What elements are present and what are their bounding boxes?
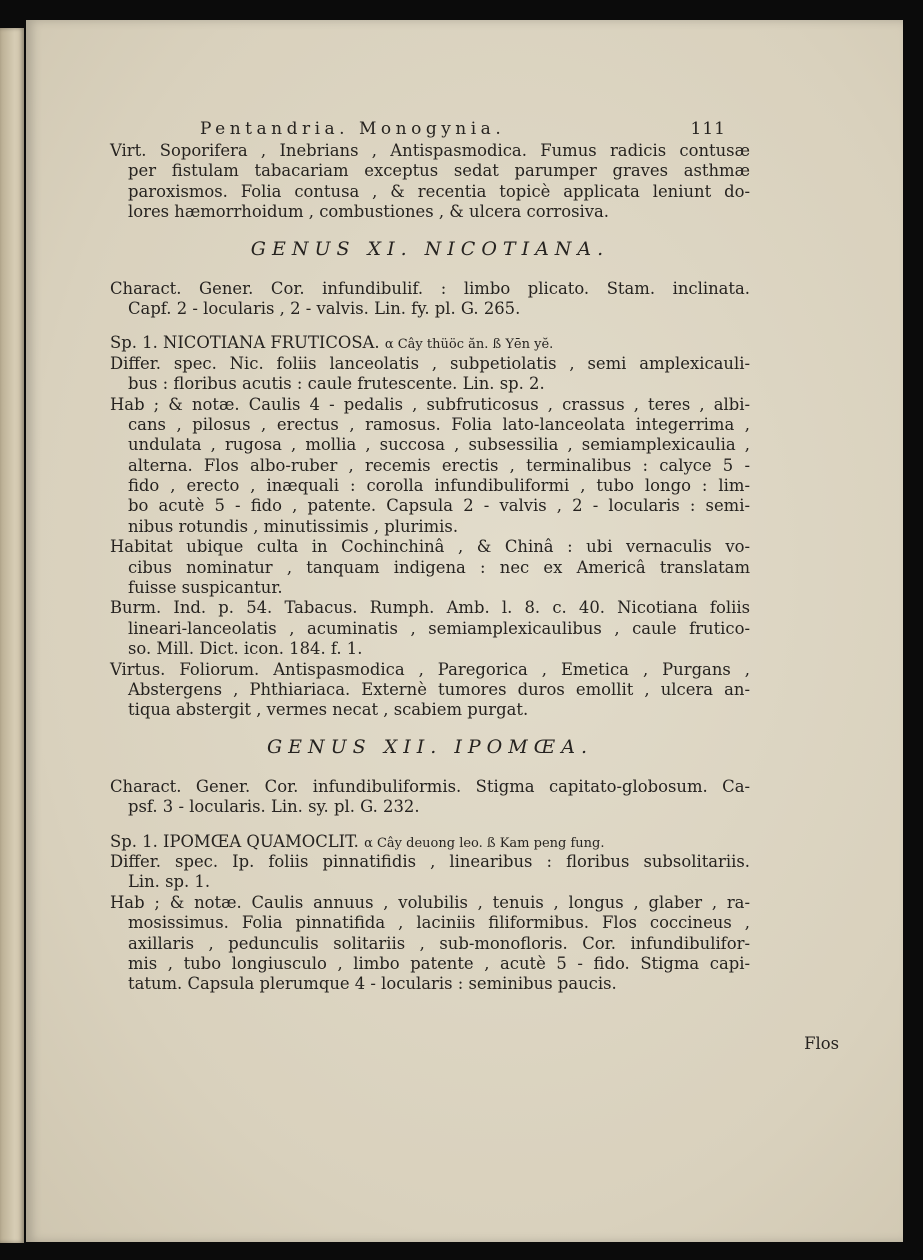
text-line: mis , tubo longiusculo , limbo patente , acutè 5 - fido. Stigma capi- [128, 953, 750, 973]
text-line: undulata , rugosa , mollia , succosa , subsessilia , semiamplexicaulia , [128, 435, 750, 455]
text-line: Lin. sp. 1. [128, 872, 211, 892]
text-line: Charact. Gener. Cor. infundibulif. : limbo plicato. Stam. inclinata. [110, 278, 750, 298]
text-line: mosissimus. Folia pinnatifida , laciniis filiformibus. Flos coccineus , [128, 913, 750, 933]
page-text [110, 115, 750, 995]
species-vernacular: α Cây thüöc ăn. ß Yēn yĕ. [384, 337, 554, 353]
text-line: psf. 3 - locularis. Lin. sy. pl. G. 232. [128, 797, 420, 817]
text-line: Charact. Gener. Cor. infundibuliformis. Stigma capitato-globosum. Ca- [110, 776, 750, 796]
text-line: axillaris , pedunculis solitariis , sub-monofloris. Cor. infundibulifor- [128, 933, 750, 953]
species-name: Sp. 1. IPOMŒA QUAMOCLIT. [110, 831, 359, 851]
text-line: fuisse suspicantur. [128, 578, 283, 598]
text-line: so. Mill. Dict. icon. 184. f. 1. [128, 639, 363, 659]
genus-heading: GENUS XI. NICOTIANA. [250, 237, 610, 260]
species-vernacular: α Cây deuong leo. ß Kam peng fung. [364, 835, 605, 851]
genus-character [110, 777, 750, 818]
running-title: Pentandria. Monogynia. [200, 119, 506, 139]
text-line: lineari-lanceolatis , acuminatis , semiamplexicaulibus , caule frutico- [128, 618, 750, 638]
text-line: tatum. Capsula plerumque 4 - locularis : seminibus paucis. [128, 974, 617, 994]
page-number: 111 [690, 119, 726, 139]
text-line: Habitat ubique culta in Cochinchinâ , & Chinâ : ubi vernaculis vo- [110, 537, 750, 557]
text-line: cibus nominatur , tanquam indigena : nec ex Americâ translatam [128, 557, 750, 577]
text-line: Differ. spec. Ip. foliis pinnatifidis , linearibus : floribus subsolitariis. [110, 851, 750, 871]
species-description [110, 852, 750, 995]
text-line: lores hæmorrhoidum , combustiones , & ulcera corrosiva. [128, 202, 610, 222]
text-line: fido , erecto , inæquali : corolla infundibuliformi , tubo longo : lim- [128, 476, 750, 496]
catchword: Flos [804, 1034, 839, 1053]
running-header [110, 115, 750, 141]
text-line: paroxismos. Folia contusa , & recentia topicè applicata leniunt do- [128, 181, 750, 201]
species-description [110, 354, 750, 721]
species-title [110, 333, 750, 353]
book-page [26, 20, 903, 1242]
text-line: nibus rotundis , minutissimis , plurimis. [128, 516, 459, 536]
text-line: bo acutè 5 - fido , patente. Capsula 2 - valvis , 2 - locularis : semi- [128, 496, 750, 516]
species-title [110, 832, 750, 852]
text-line: Burm. Ind. p. 54. Tabacus. Rumph. Amb. l. 8. c. 40. Nicotiana foliis [110, 598, 750, 618]
text-line: alterna. Flos albo-ruber , recemis erectis , terminalibus : calyce 5 - [128, 455, 750, 475]
genus-heading: GENUS XII. IPOMŒA. [266, 735, 594, 758]
text-line: Capf. 2 - locularis , 2 - valvis. Lin. fy. pl. G. 265. [128, 298, 521, 318]
text-line: per fistulam tabacariam exceptus sedat parumper graves asthmæ [128, 161, 750, 181]
text-line: bus : floribus acutis : caule frutescente. Lin. sp. 2. [128, 374, 545, 394]
genus-character [110, 279, 750, 320]
virtues-paragraph [110, 141, 750, 223]
facing-page-edge [0, 28, 24, 1243]
text-line: tiqua abstergit , vermes necat , scabiem purgat. [128, 700, 529, 720]
text-line: Virt. Soporifera , Inebrians , Antispasmodica. Fumus radicis contusæ [110, 141, 750, 160]
species-name: Sp. 1. NICOTIANA FRUTICOSA. [110, 333, 380, 353]
text-line: Differ. spec. Nic. foliis lanceolatis , subpetiolatis , semi amplexicauli- [110, 353, 750, 373]
text-line: Hab ; & notæ. Caulis annuus , volubilis , tenuis , longus , glaber , ra- [110, 892, 750, 912]
text-line: Virtus. Foliorum. Antispasmodica , Paregorica , Emetica , Purgans , [110, 659, 750, 679]
text-line: Hab ; & notæ. Caulis 4 - pedalis , subfruticosus , crassus , teres , albi- [110, 394, 750, 414]
text-line: Abstergens , Phthiariaca. Externè tumores duros emollit , ulcera an- [128, 679, 750, 699]
text-line: cans , pilosus , erectus , ramosus. Folia lato-lanceolata integerrima , [128, 414, 750, 434]
